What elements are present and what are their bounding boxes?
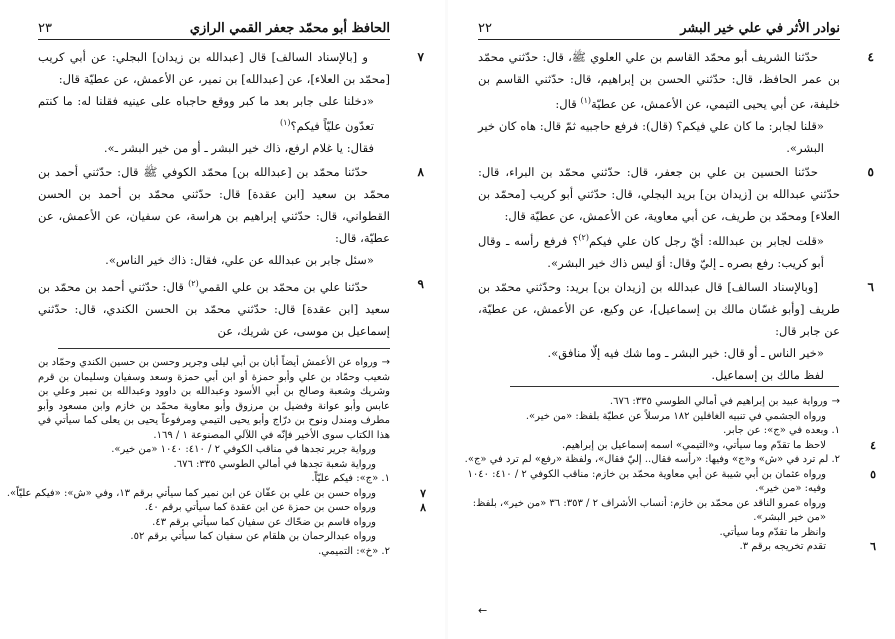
footnote-ref: (٢) [578, 232, 589, 242]
footnote-line: ٢. «خ»: التميمي. [318, 545, 390, 557]
footnote-entry-number: ٥ [870, 467, 876, 481]
footnote-text: ورواه حسن بن حمزة عن ابن عقدة كما سيأتي برقم ٤٠. [144, 502, 376, 513]
footnote-line [38, 501, 426, 516]
right-running-head [478, 14, 840, 40]
footnote-text: تقدم تخريجه برقم ٣. [739, 541, 826, 552]
footnote-line [38, 356, 390, 443]
matn-quote [478, 227, 840, 274]
footnote-line: «من خير البشر». [753, 512, 826, 523]
hadith-entry-5 [478, 161, 874, 274]
hadith-entry-7 [38, 46, 424, 159]
footnote-line [467, 467, 876, 483]
footnote-text: لاحظ ما تقدّم وما سيأتي، و«التيمي» اسمه إسماعيل بن إبراهيم. [562, 439, 826, 451]
entry-number: ٩ [417, 276, 424, 291]
footnote-line: ورواه عبدالرحمان بن هلقام عن سفيان كما سيأتي برقم ٥٢. [130, 531, 376, 542]
footnote-divider [510, 386, 839, 387]
matn-continuation: فقال: يا غلام ارفع، ذاك خير البشر ـ أو من خير البشر ـ». [103, 140, 374, 155]
left-header-title: الحافظ أبو محمّد جعفر القمي الرازي [189, 21, 390, 36]
footnote-ref: (١) [279, 118, 291, 127]
footnote-line: ٢. لم ترد في «ش» و«ج» وفيها: «رأسه فقال.. إليّ فقال»، ولفظة «رفع» لم ترد في «ج». [464, 454, 840, 465]
entry-number: ٦ [867, 279, 874, 294]
hadith-entry-9 [38, 273, 424, 342]
hadith-entry-6 [478, 276, 874, 386]
footnote-ref: (٢) [188, 278, 199, 288]
isnad-text [38, 273, 390, 342]
footnote-line: ١. «ج»: فيكم عليّاً. [311, 473, 390, 484]
entry-number: ٥ [867, 164, 874, 179]
isnad-part-1: حدّثنا علي بن محمّد بن علي القمي [198, 279, 368, 294]
footnote-ref: (١) [580, 96, 591, 105]
left-page-body [38, 46, 424, 344]
hadith-entry-4 [478, 46, 874, 159]
isnad-text: [وبالإسناد السالف] قال عبدالله بن [زيدان بن] بريد: وحدّثني محمّد بن طريف [وأبو غسّان مالك بن إسماعيل]، عن وكيع، عن الأعمش، عن عطيّة، عن جابر قال: [478, 279, 840, 338]
footnote-text: ورواه عثمان بن أبي شيبة عن أبي معاوية محمّد بن خازم: مناقب الكوفي ٢ / ٤١٠: ١٠٤٠ [467, 468, 826, 480]
footnote-line: وانظر ما تقدّم وما سيأتي. [719, 526, 826, 538]
matn-quote: «سئل جابر بن عبدالله عن علي، فقال: ذاك خير الناس». [105, 252, 374, 267]
continued-arrow-icon: → [381, 357, 390, 368]
footnote-entry-number: ٧ [420, 486, 426, 500]
matn-quote: «خير الناس ـ أو قال: خير البشر ـ وما شك فيه إلّا منافق». [547, 345, 824, 360]
footnote-entry-number: ٨ [420, 501, 426, 514]
quote-text: «دخلنا على جابر بعد ما كبر ووقع حاجباه على عينيه فقلنا له: ما كنتم تعدّون عليّاً فيكم؟ [38, 94, 374, 133]
entry-number: ٤ [867, 50, 874, 64]
footnote-line: ورواية جرير تجدها في مناقب الكوفي ٢ / ٤١٠: ١٠٤٠ «من خير». [111, 444, 376, 455]
footnote-text: ورواية عبيد بن إبراهيم في أمالي الطوسي ٣٣٥: ٦٧٦. [609, 396, 828, 407]
isnad-text: حدّثنا الحسين بن علي بن جعفر، قال: حدّثني محمّد بن البراء، قال: حدّثني عبدالله بن [زيدان بن] بريد البجلي، قال: حدّثني أبو كريب [محمّد بن العلاء] ومحمّد بن طريف، عن أبي معاوية، عن الأعمش، عن عطيّة قال: [478, 164, 840, 223]
footnote-text: ورواه عن الأعمش أيضاً أبان بن أبي ليلى وجرير وحسن بن حسين الكندي وحمّاد بن شعيب وحمّاد بن علي وأبو حمزة أو ابن أبي حمزة وسعد وسفيان وسليمان بن قرم وشريك وشعبة وصالح بن أبي الأسود وعبدالله بن داوود وعبدالله بن نمير وعلي بن عابس وأبو عوانة وفضيل بن مرزوق وأبو معاوية محمّد بن خازم وابن مسعود وأبو مطرف ومندل ونوح بن درّاج وأبو يحيى التيمي ومرفوعاً يحيى بن يعلى كما سيأتي في هذا الكتاب سوى الأخير فإنّه في اللآلي المصنوعة ١ / ١٦٩. [38, 357, 390, 441]
footnote-line: ١. وبعده في «ج»: عن جابر. [723, 425, 840, 436]
continues-arrow-icon: ← [478, 604, 488, 617]
left-footnotes [6, 356, 426, 559]
isnad-text: و [بالإسناد السالف] قال [عبدالله بن زيدان] البجلي: عن أبي كريب [محمّد بن العلاء]، عن [عبدالله] بن نمير، عن الأعمش، عن عطيّة قال: [38, 50, 390, 86]
entry-number: ٨ [417, 164, 424, 179]
quote-part-1: «قلت لجابر بن عبدالله: أيّ رجل كان علي فيكم [588, 233, 824, 248]
footnote-entry-number: ٦ [870, 540, 876, 553]
continued-arrow-icon: → [831, 396, 840, 407]
footnote-line [478, 540, 876, 555]
isnad-part-2: قال: [555, 96, 581, 111]
footnote-line: ورواه قاسم بن ضحّاك عن سفيان كما سيأتي برقم ٤٣. [152, 516, 376, 528]
wording-note: لفظ مالك بن إسماعيل. [711, 367, 824, 382]
footnote-entry-number: ٤ [870, 438, 876, 452]
isnad-part-1: حدّثنا الشريف أبو محمّد القاسم بن علي العلوي ﷺ، قال: حدّثني محمّد بن عمر الحافظ، قال: حدّثني الحسن بن إبراهيم، قال: حدّثني القاسم بن خليفة، عن أبي يحيى التيمي، عن الأعمش، عن عطيّة [478, 50, 840, 111]
right-header-title: نوادر الأثر في علي خير البشر [680, 21, 840, 36]
isnad-text: حدّثنا محمّد بن [عبدالله بن] محمّد الكوفي ﷺ قال: حدّثني أحمد بن محمّد بن سعيد [ابن عقدة] قال: حدّثني محمّد بن أحمد بن الحسن القطواني، قال: حدّثني إبراهيم بن هراسة، عن سفيان، عن الأعمش، عن عطيّة، قال: [38, 164, 390, 245]
right-page-number: ٢٢ [478, 21, 492, 36]
footnote-line: ورواه الجشمي في تنبيه الغافلين ١٨٢ مرسلاً عن عطيّة بلفظ: «من خير». [525, 410, 826, 422]
matn-quote [38, 90, 390, 137]
right-page [448, 0, 895, 639]
left-page-number: ٢٣ [38, 21, 52, 36]
right-page-body [478, 46, 874, 388]
footnote-divider [58, 348, 390, 349]
footnote-text: ورواه حسن بن علي بن عفّان عن ابن نمير كما سيأتي برقم ١٣، وفي «ش»: «فيكم عليّاً». [6, 487, 376, 499]
footnote-line [478, 395, 840, 410]
left-running-head [38, 14, 390, 40]
footnote-line: وفيه: «من خير». [755, 483, 826, 494]
entry-number: ٧ [417, 50, 424, 64]
footnote-line: ورواية شعبة تجدها في أمالي الطوسي ٣٣٥: ٦٧٦. [173, 458, 376, 470]
footnote-line [6, 486, 426, 502]
matn-quote: «قلنا لجابر: ما كان علي فيكم؟ (قال): فرفع حاجبيه ثمّ قال: هاه كان خير البشر». [478, 118, 824, 155]
quote-part-2: ؟ فرفع رأسه ـ وقال أبو كريب: رفع بصره ـ إليّ وقال: أوَ ليس ذاك خير البشر». [478, 233, 824, 270]
isnad-part-2: قال: حدّثني أحمد بن محمّد بن سعيد [ابن عقدة] قال: حدّثني محمّد بن الحسن الكندي، قال: حدّثني إسماعيل بن موسى، عن شريك، عن [38, 279, 390, 338]
right-footnotes [464, 395, 876, 555]
footnote-line [478, 438, 876, 454]
hadith-entry-8 [38, 161, 424, 271]
footnote-line: ورواه عمرو الناقد عن محمّد بن خازم: أنساب الأشراف ٢ / ٣٥٣: ٣٦ «من خير»، بلفظ: [472, 497, 826, 509]
left-page [0, 0, 445, 639]
isnad-text [478, 46, 840, 115]
